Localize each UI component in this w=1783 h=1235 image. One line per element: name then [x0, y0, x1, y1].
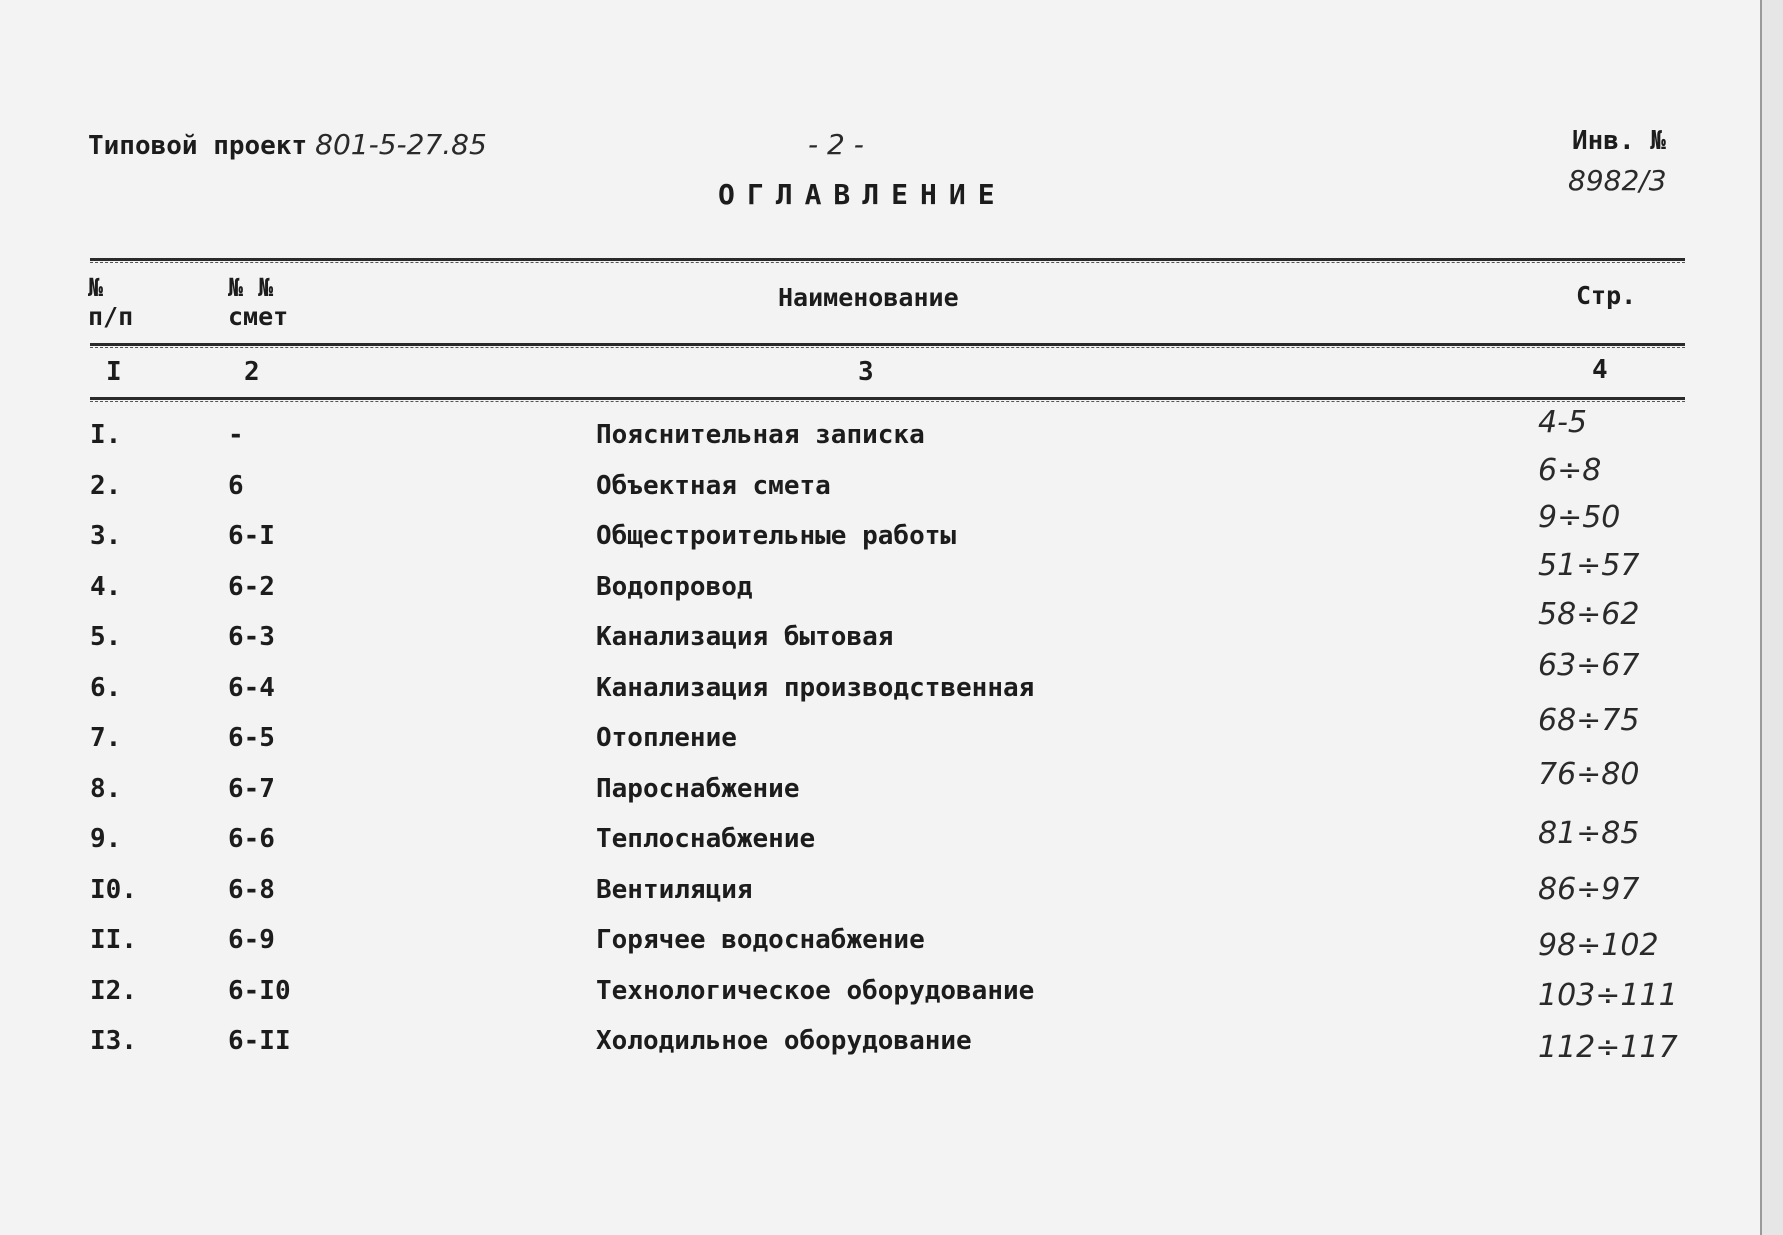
project-number: 801-5-27.85: [315, 128, 487, 161]
row-number: 7.: [90, 723, 122, 753]
row-name: Объектная смета: [596, 470, 831, 501]
project-label: [88, 128, 487, 161]
column-header-no-line1: №: [88, 273, 104, 302]
row-name: Общестроительные работы: [596, 521, 957, 551]
row-name: Технологическое оборудование: [596, 975, 1035, 1006]
row-name: Горячее водоснабжение: [596, 925, 925, 955]
row-name: Вентиляция: [596, 874, 753, 905]
row-number: 5.: [90, 622, 122, 652]
row-pages: 98÷102: [1538, 928, 1659, 963]
row-number: 3.: [90, 521, 122, 551]
row-estimate: 6-8: [228, 874, 275, 905]
row-estimate: 6-5: [228, 723, 275, 753]
row-number: I0.: [90, 874, 137, 905]
row-number: I2.: [90, 975, 137, 1006]
row-pages: 76÷80: [1538, 757, 1640, 792]
page-edge: [1760, 0, 1783, 1235]
column-header-estimate-line1: № №: [228, 273, 274, 302]
row-estimate: 6-9: [228, 925, 275, 955]
row-estimate: 6-4: [228, 672, 275, 703]
row-estimate: 6-I: [228, 521, 275, 551]
table-top-rule: [90, 258, 1685, 261]
row-pages: 63÷67: [1538, 648, 1640, 683]
row-estimate: 6-6: [228, 824, 275, 854]
column-header-estimate-line2: смет: [228, 302, 289, 331]
column-number-3: 3: [858, 357, 874, 387]
row-estimate: 6: [228, 470, 244, 501]
row-pages: 4-5: [1538, 405, 1587, 440]
row-pages: 86÷97: [1538, 872, 1640, 907]
row-name: Канализация бытовая: [596, 622, 894, 652]
row-name: Отопление: [596, 723, 737, 753]
row-name: Пароснабжение: [596, 773, 800, 804]
row-number: 9.: [90, 824, 122, 854]
row-estimate: 6-II: [228, 1026, 291, 1056]
project-label-text: Типовой проект: [88, 131, 308, 161]
row-pages: 51÷57: [1538, 548, 1640, 583]
document-title: ОГЛАВЛЕНИЕ: [718, 178, 1007, 211]
column-header-no: [88, 273, 133, 331]
row-pages: 68÷75: [1538, 703, 1640, 738]
column-header-no-line2: п/п: [88, 302, 134, 331]
row-number: 4.: [90, 571, 122, 602]
row-pages: 9÷50: [1538, 500, 1621, 535]
row-number: 2.: [90, 470, 122, 501]
row-number: II.: [90, 925, 137, 955]
row-pages: 58÷62: [1538, 597, 1640, 632]
row-number: I.: [90, 420, 122, 450]
row-estimate: -: [228, 420, 244, 450]
column-header-estimate: [228, 273, 288, 331]
header-rule: [90, 343, 1685, 346]
row-pages: 81÷85: [1538, 816, 1640, 851]
row-pages: 103÷111: [1538, 978, 1678, 1013]
page-number: - 2 -: [808, 128, 864, 161]
row-name: Холодильное оборудование: [596, 1026, 972, 1056]
row-name: Теплоснабжение: [596, 824, 816, 854]
row-pages: 6÷8: [1538, 453, 1602, 488]
row-pages: 112÷117: [1538, 1030, 1678, 1065]
inventory-label: Инв. №: [1572, 126, 1666, 156]
row-estimate: 6-2: [228, 571, 275, 602]
row-number: 8.: [90, 773, 122, 804]
row-estimate: 6-I0: [228, 975, 291, 1006]
column-header-pages: Стр.: [1576, 281, 1637, 310]
row-estimate: 6-7: [228, 773, 275, 804]
row-name: Водопровод: [596, 571, 753, 602]
row-number: 6.: [90, 672, 122, 703]
column-number-4: 4: [1592, 355, 1608, 385]
column-header-name: Наименование: [778, 283, 959, 312]
column-number-1: I: [106, 357, 122, 387]
row-estimate: 6-3: [228, 622, 275, 652]
column-number-2: 2: [244, 357, 260, 387]
column-number-rule: [90, 397, 1685, 400]
inventory-number: 8982/3: [1568, 164, 1667, 197]
row-name: Канализация производственная: [596, 672, 1035, 703]
row-name: Пояснительная записка: [596, 420, 925, 450]
row-number: I3.: [90, 1026, 137, 1056]
